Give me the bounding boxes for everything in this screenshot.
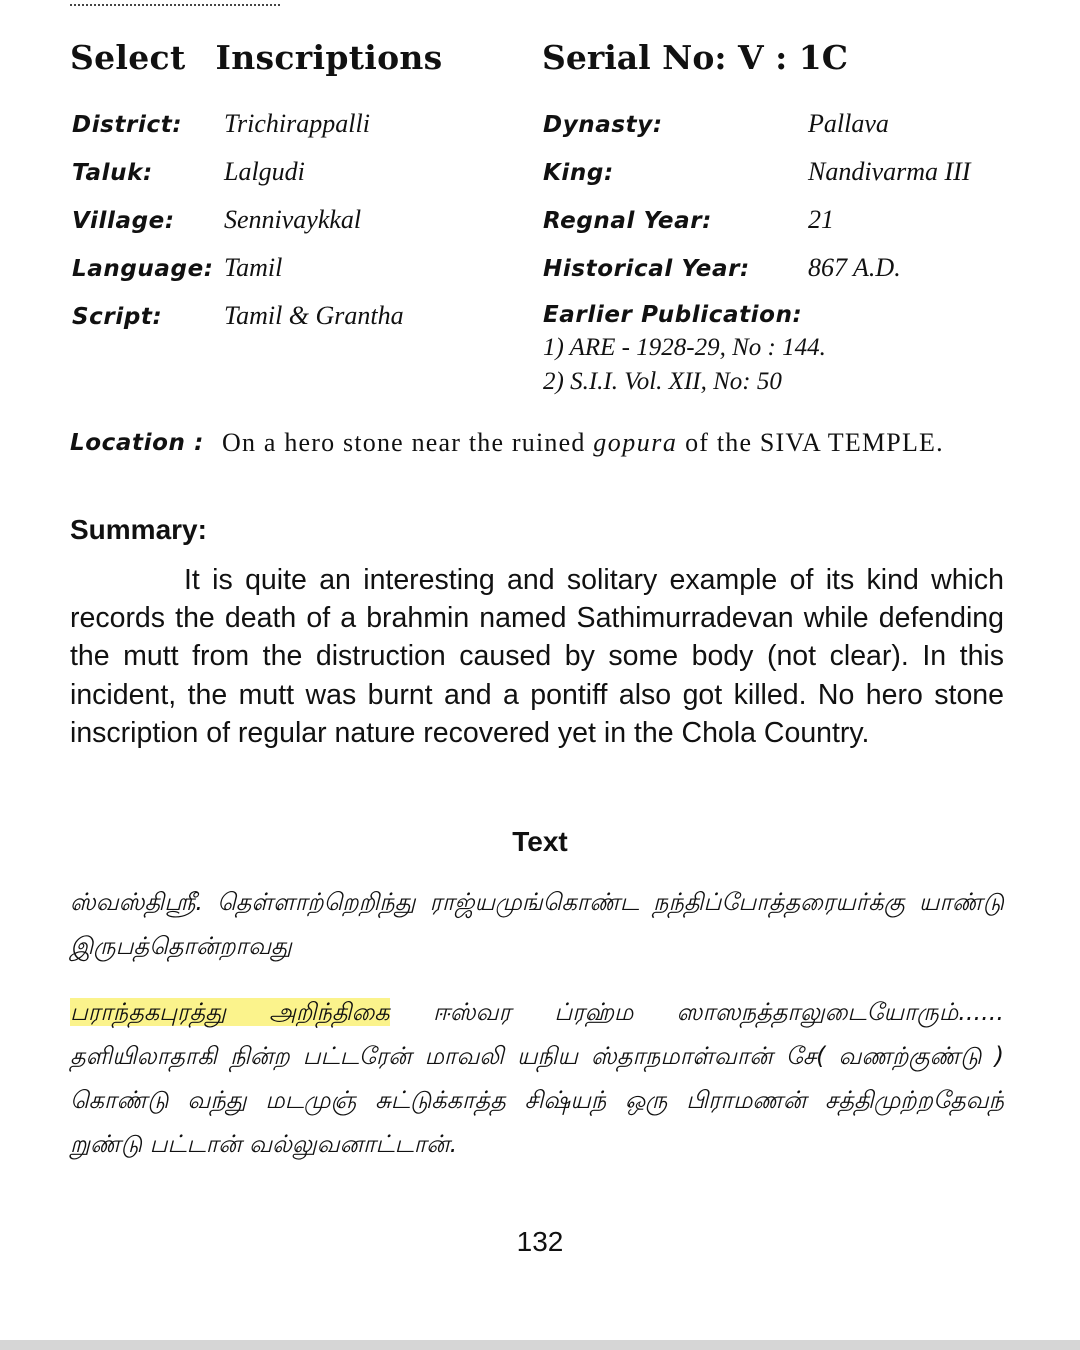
language-value: Tamil bbox=[224, 253, 283, 282]
publication-item-2: 2) S.I.I. Vol. XII, No: 50 bbox=[543, 368, 782, 395]
summary-paragraph: It is quite an interesting and solitary example of its kind which records the death of a brahmin named Sathimurradevan while defending the mutt from the distruction caused by some body (not clear). In this incident, the mutt was burnt and a pontiff also got killed. No hero stone inscription of regular nature recovered yet in the Chola Country. bbox=[70, 564, 1004, 749]
bottom-edge-bar bbox=[0, 1340, 1080, 1350]
regnal-year-value: 21 bbox=[808, 205, 834, 234]
publication-item-1: 1) ARE - 1928-29, No : 144. bbox=[543, 334, 826, 361]
title-select: Select bbox=[70, 38, 186, 77]
king-label: King: bbox=[543, 160, 614, 186]
text-heading: Text bbox=[512, 826, 568, 857]
title-inscriptions: Inscriptions bbox=[215, 38, 443, 77]
location-text-part-1: On a hero stone near the ruined bbox=[222, 428, 586, 457]
village-label: Village: bbox=[72, 208, 175, 234]
location-text-part-2: of the SIVA TEMPLE. bbox=[685, 428, 944, 457]
location-text bbox=[222, 426, 1004, 460]
location-label: Location : bbox=[70, 430, 204, 456]
location-text-gopura: gopura bbox=[593, 428, 678, 457]
language-label: Language: bbox=[72, 256, 214, 282]
taluk-label: Taluk: bbox=[72, 160, 153, 186]
tamil-text-paragraph-2 bbox=[70, 990, 1004, 1166]
serial-number: Serial No: V : 1C bbox=[542, 38, 848, 77]
historical-year-label: Historical Year: bbox=[543, 256, 750, 282]
village-value: Sennivaykkal bbox=[224, 205, 362, 234]
taluk-value: Lalgudi bbox=[224, 157, 305, 186]
district-label: District: bbox=[72, 112, 183, 138]
page-number: 132 bbox=[516, 1226, 564, 1257]
script-value: Tamil & Grantha bbox=[224, 301, 404, 330]
earlier-publication-label: Earlier Publication: bbox=[543, 302, 803, 328]
summary-heading: Summary: bbox=[70, 514, 207, 545]
script-label: Script: bbox=[72, 304, 163, 330]
historical-year-value: 867 A.D. bbox=[808, 253, 901, 282]
tamil-text-paragraph-2-rest: ஈஸ்வர ப்ரஹ்ம ஸாஸநத்தாலுடையோரும்...... தளியிலாதாகி நின்ற பட்டரேன் மாவலி யநிய ஸ்தாநமாள்வான் சே( வணற்குண்டு ) கொண்டு வந்து மடமுஞ் சுட்டுக்காத்த சிஷ்யந் ஒரு பிராமணன் சத்திமுற்றதேவந் றுண்டு பட்டான் வல்லுவனாட்டான். bbox=[70, 998, 1004, 1158]
tamil-text-paragraph-1: ஸ்வஸ்திஸ்ரீ. தெள்ளாற்றெறிந்து ராஜ்யமுங்கொண்ட நந்திப்போத்தரையர்க்கு யாண்டு இருபத்தொன்றாவது bbox=[70, 888, 1004, 960]
highlighted-tamil-text: பராந்தகபுரத்து அறிந்திகை bbox=[70, 998, 390, 1026]
district-value: Trichirappalli bbox=[224, 109, 370, 138]
king-value: Nandivarma III bbox=[808, 157, 971, 186]
document-title bbox=[70, 38, 473, 77]
cropped-previous-text bbox=[70, 0, 280, 6]
dynasty-value: Pallava bbox=[808, 109, 889, 138]
regnal-year-label: Regnal Year: bbox=[543, 208, 712, 234]
dynasty-label: Dynasty: bbox=[543, 112, 663, 138]
